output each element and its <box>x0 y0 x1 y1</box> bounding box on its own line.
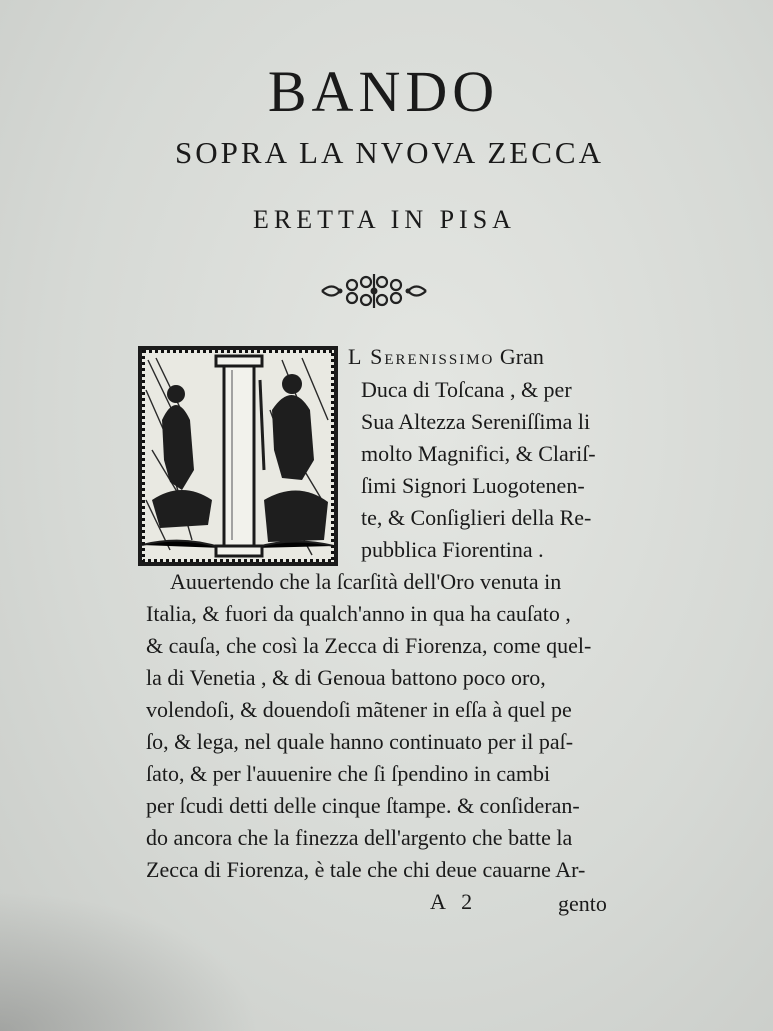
body-line: ſimi Signori Luogotenen- <box>361 473 585 498</box>
title-main: BANDO <box>267 59 500 124</box>
page-shadow <box>0 891 260 1031</box>
body-line: Auuertendo che la ſcarſità dell'Oro venuta in <box>170 569 562 594</box>
body-line: & cauſa, che così la Zecca di Fiorenza, come quel- <box>146 633 592 658</box>
catchword: gento <box>558 891 607 916</box>
body-lead-rest: Gran <box>494 344 544 369</box>
body-lead: L Serenissimo <box>348 344 495 369</box>
title-subtitle-2: ERETTA IN PISA <box>253 205 516 234</box>
body-line-first <box>348 342 544 372</box>
page-signature: A 2 <box>430 889 473 914</box>
woodcut-initial-icon <box>142 350 334 562</box>
body-line: pubblica Fiorentina . <box>361 537 544 562</box>
body-line: volendoſi, & douendoſi mãtener in eſſa à quel pe <box>146 697 572 722</box>
body-line: te, & Conſiglieri della Re- <box>361 505 592 530</box>
body-line: la di Venetia , & di Genoua battono poco oro, <box>146 665 546 690</box>
body-line: ſo, & lega, nel quale hanno continuato per il paſ- <box>146 729 574 754</box>
fleuron-ornament-icon <box>318 270 430 312</box>
body-line: Italia, & fuori da qualch'anno in qua ha cauſato , <box>146 601 571 626</box>
body-line: Duca di Toſcana , & per <box>361 377 572 402</box>
body-line: per ſcudi detti delle cinque ſtampe. & conſideran- <box>146 793 580 818</box>
body-line: do ancora che la finezza dell'argento che batte la <box>146 825 573 850</box>
body-line: ſato, & per l'auuenire che ſi ſpendino in cambi <box>146 761 551 786</box>
body-line: Sua Altezza Sereniſſima li <box>361 409 591 434</box>
body-line: molto Magnifici, & Clariſ- <box>361 441 596 466</box>
body-line: Zecca di Fiorenza, è tale che chi deue cauarne Ar- <box>146 857 586 882</box>
decorated-initial <box>138 346 338 566</box>
title-subtitle: SOPRA LA NVOVA ZECCA <box>175 135 604 170</box>
